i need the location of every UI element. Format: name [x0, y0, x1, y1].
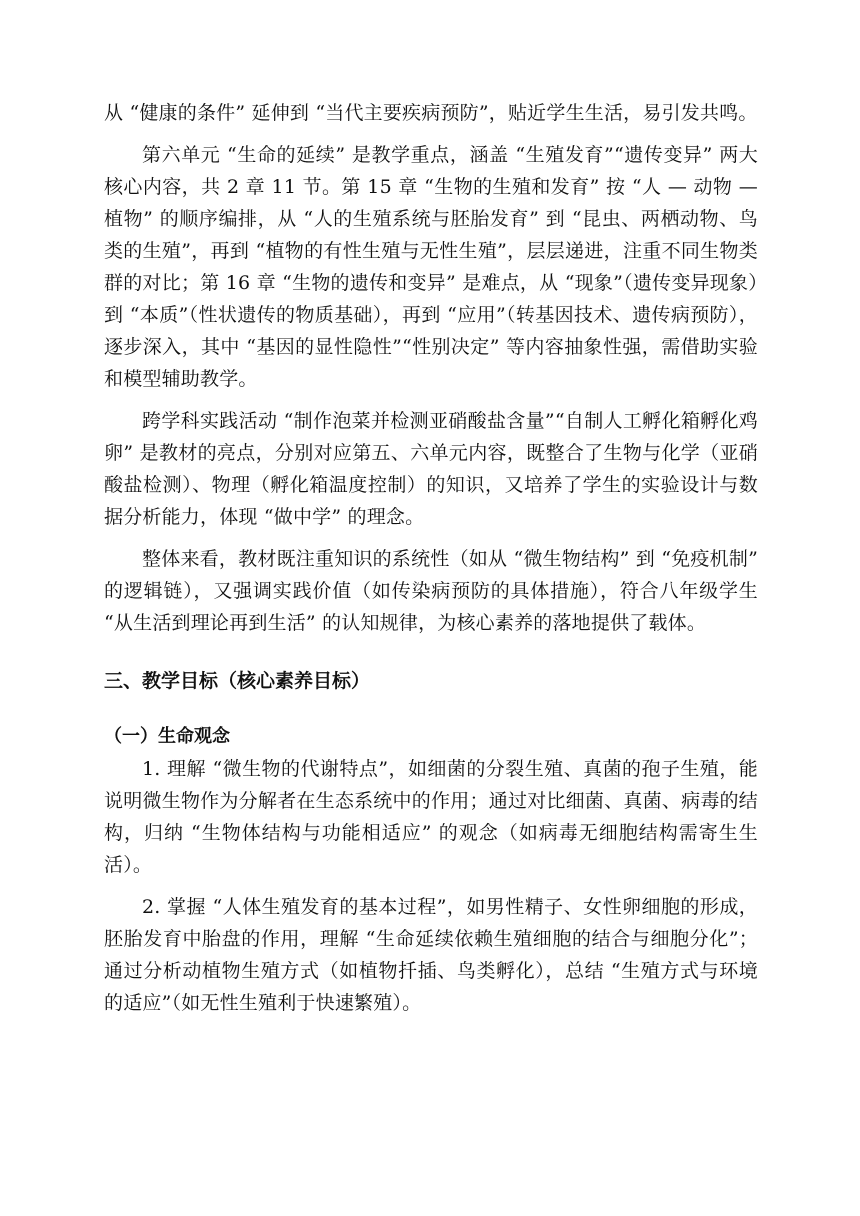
paragraph-unit-six: 第六单元 “生命的延续” 是教学重点，涵盖 “生殖发育”“遗传变异” 两大核心内容，共 2 章 11 节。第 15 章 “生物的生殖和发育” 按 “人 — 动物 — 植物” 的顺序编排，从 “人的生殖系统与胚胎发育” 到 “昆虫、两栖动物、鸟类的生殖”，再到 “植物的有性生殖与无性生殖”，层层递进，注重不同生物类群的对比；第 16 章 “生物的遗传和变异” 是难点，从 “现象”（遗传变异现象）到 “本质”（性状遗传的物质基础），再到 “应用”（转基因技术、遗传病预防），逐步深入，其中 “基因的显性隐性”“性别决定” 等内容抽象性强，需借助实验和模型辅助教学。 — [104, 144, 758, 390]
objective-item-2: 2. 掌握 “人体生殖发育的基本过程”，如男性精子、女性卵细胞的形成，胚胎发育中胎盘的作用，理解 “生命延续依赖生殖细胞的结合与细胞分化”；通过分析动植物生殖方式（如植物扦插、鸟类孵化），总结 “生殖方式与环境的适应”（如无性生殖利于快速繁殖）。 — [104, 896, 758, 1014]
paragraph-continuation: 从 “健康的条件” 延伸到 “当代主要疾病预防”，贴近学生生活，易引发共鸣。 — [104, 102, 758, 124]
paragraph-overall-summary: 整体来看，教材既注重知识的系统性（如从 “微生物结构” 到 “免疫机制” 的逻辑链），又强调实践价值（如传染病预防的具体措施），符合八年级学生 “从生活到理论再到生活” 的认知规律，为核心素养的落地提供了载体。 — [104, 548, 758, 634]
subsection-heading: （一）生命观念 — [104, 726, 230, 747]
paragraph-interdisciplinary-practice: 跨学科实践活动 “制作泡菜并检测亚硝酸盐含量”“自制人工孵化箱孵化鸡卵” 是教材的亮点，分别对应第五、六单元内容，既整合了生物与化学（亚硝酸盐检测）、物理（孵化箱温度控制）的知识，又培养了学生的实验设计与数据分析能力，体现 “做中学” 的理念。 — [104, 410, 758, 528]
objective-item-1: 1. 理解 “微生物的代谢特点”，如细菌的分裂生殖、真菌的孢子生殖，能说明微生物作为分解者在生态系统中的作用；通过对比细菌、真菌、病毒的结构，归纳 “生物体结构与功能相适应” 的观念（如病毒无细胞结构需寄生生活）。 — [104, 758, 758, 876]
section-heading: 三、教学目标（核心素养目标） — [104, 670, 371, 692]
